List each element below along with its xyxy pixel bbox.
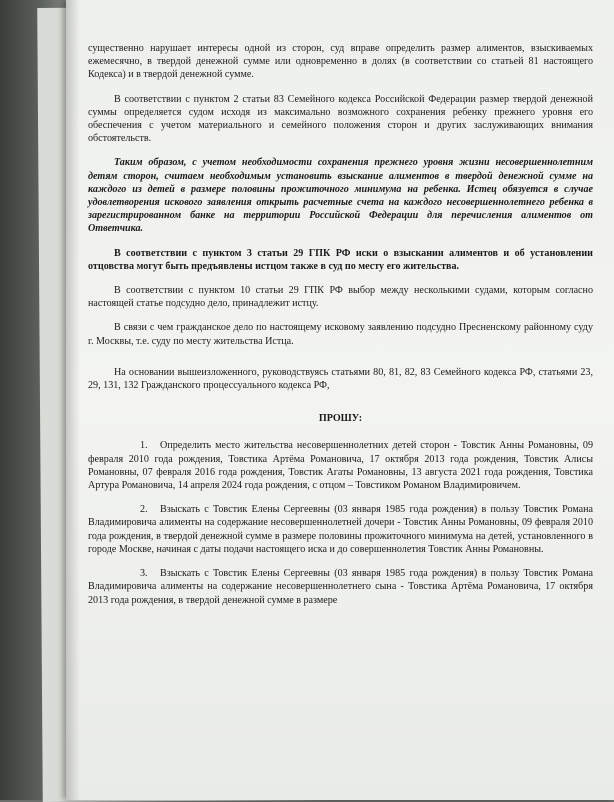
document-page	[66, 0, 614, 800]
item-number: 3.	[140, 568, 148, 580]
document-body	[88, 42, 593, 618]
item-text: Взыскать с Товстик Елены Сергеевны (03 января 1985 года рождения) в пользу Товстик Романа Владимировича алименты на содержание несовершеннолетнего сына - Товстика Артёма Романовича, 17 октября 2013 года рождения, в твердой денежной сумме в размере	[88, 568, 593, 606]
paragraph-article-29-3: В соответствии с пунктом 3 статьи 29 ГПК РФ иски о взыскании алиментов и об установлении отцовства могут быть предъявлены истцом также в суд по месту его жительства.	[88, 247, 593, 272]
paragraph-intro: существенно нарушает интересы одной из сторон, суд вправе определить размер алиментов, взыскиваемых ежемесячно, в твердой денежной сумме или одновременно в долях (в соответствии со статьей 81 настоящего Кодекса) и в твердой денежной сумме.	[88, 43, 593, 81]
item-text: Определить место жительства несовершеннолетних детей сторон - Товстик Анны Романовны, 09 февраля 2010 года рождения, Товстика Артёма Романовича, 17 октября 2013 года рождения, Товстик Алисы Романовны, 07 февраля 2016 года рождения, Товстик Агаты Романовны, 13 августа 2021 года рождения, Товстика Артура Романовича, 14 апреля 2024 года рождения, с отцом – Товстиком Романом Владимировичем.	[88, 440, 593, 492]
paragraph-court: В связи с чем гражданское дело по настоящему исковому заявлению подсудно Пресненскому районному суду г. Москвы, т.е. суду по месту жительства Истца.	[88, 322, 593, 347]
item-number: 1.	[140, 440, 148, 452]
paragraph-conclusion: Таким образом, с учетом необходимости сохранения прежнего уровня жизни несовершеннолетним детям сторон, считаем необходимым установить взыскание алиментов в твердой денежной сумме на каждого из детей в размере половины прожиточного минимума на ребенка. Истец обязуется в случае удовлетворения искового заявления открыть расчетные счета на каждого несовершеннолетнего ребенка в зарегистрированном банке на территории Российской Федерации для перечисления алиментов от Ответчика.	[88, 157, 593, 235]
request-item-2	[88, 503, 593, 556]
request-item-1	[88, 439, 593, 492]
request-heading: ПРОШУ:	[318, 413, 363, 425]
paragraph-article-29-10: В соответствии с пунктом 10 статьи 29 ГПК РФ выбор между несколькими судами, которым согласно настоящей статье подсудно дело, принадлежит истцу.	[88, 285, 593, 310]
item-text: Взыскать с Товстик Елены Сергеевны (03 января 1985 года рождения) в пользу Товстик Романа Владимировича алименты на содержание несовершеннолетней дочери - Товстик Анны Романовны, 09 февраля 2010 года рождения, в твердой денежной сумме в размере половины прожиточного минимума на детей, установленного в городе Москве, начиная с даты подачи настоящего иска и до совершеннолетия Товстик Анны Романовны.	[88, 504, 593, 555]
paragraph-article-83: В соответствии с пунктом 2 статьи 83 Семейного кодекса Российской Федерации размер твердой денежной суммы определяется судом исходя из максимально возможного сохранения ребенку прежнего уровня его обеспечения с учетом материального и семейного положения сторон и других заслуживающих внимания обстоятельств.	[88, 93, 593, 145]
item-number: 2.	[140, 504, 148, 516]
paragraph-basis: На основании вышеизложенного, руководствуясь статьями 80, 81, 82, 83 Семейного кодекса РФ, статьями 23, 29, 131, 132 Гражданского процессуального кодекса РФ,	[88, 366, 593, 392]
request-item-3	[88, 567, 593, 607]
